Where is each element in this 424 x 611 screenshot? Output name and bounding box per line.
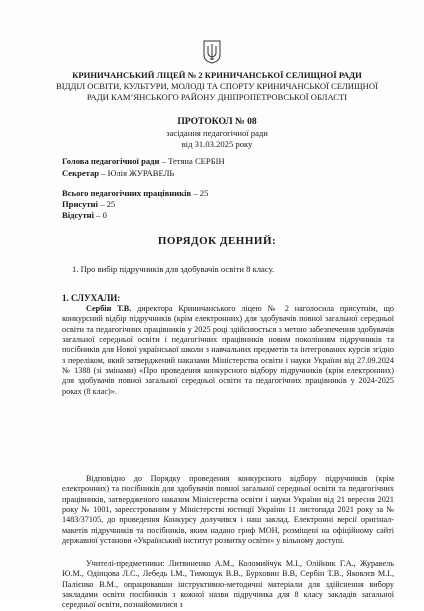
speaker-name: Сербін Т.В. [86, 304, 132, 313]
paragraph-2: Відповідно до Порядку проведення конкурсного відбору підручників (крім електронних) та посібників для здобувачів повної загальної середньої освіти та педагогічних працівників, затвердженого наказом Міністерства освіти і науки України від 21 вересня 2021 року № 1001, зареєстрованим у Міністерстві юстиції України 11 листопада 2021 року за № 1483/37105, до проведення Конкурсу долучився і наш заклад. Електронні версії оригінал-макетів підручників та посібників, яким надано гриф МОН, розміщені на офіційному сайті державної установи «Український інститут розвитку освіти» у вільному доступі. [62, 474, 394, 546]
chair-name: – Тетяна СЕРБІН [159, 156, 225, 166]
header-line-1: КРИНИЧАНСЬКИЙ ЛІЦЕЙ № 2 КРИНИЧАНСЬКОЇ СЕЛИЩНОЇ РАДИ [72, 70, 362, 80]
total-staff-value: – 25 [191, 188, 209, 198]
chair-label: Голова педагогічної ради [62, 156, 160, 166]
header-line-3: РАДИ КАМ’ЯНСЬКОГО РАЙОНУ ДНІПРОПЕТРОВСЬКОЇ ОБЛАСТІ [86, 92, 348, 102]
protocol-title: ПРОТОКОЛ № 08 [177, 116, 257, 127]
protocol-date: від 31.03.2025 року [181, 139, 253, 149]
total-staff-label: Всього педагогічних працівників [62, 188, 192, 198]
protocol-subtitle: засідання педагогічної ради [166, 128, 268, 138]
secretary-line [62, 168, 174, 179]
absent-line [62, 210, 107, 221]
present-label: Присутні [62, 199, 98, 209]
header-line-2: ВІДДІЛ ОСВІТИ, КУЛЬТУРИ, МОЛОДІ ТА СПОРТУ КРИНИЧАНСЬКОЇ СЕЛИЩНОЇ [56, 81, 378, 91]
chair-line [62, 156, 225, 167]
present-value: – 25 [97, 199, 116, 209]
agenda-title: ПОРЯДОК ДЕННИЙ: [157, 235, 277, 247]
absent-value: – 0 [94, 210, 107, 220]
agenda-item-1: 1. Про вибір підручників для здобувачів освіти 8 класу. [72, 264, 275, 274]
total-staff-line [62, 188, 208, 199]
present-line [62, 199, 115, 210]
absent-label: Відсутні [62, 210, 95, 220]
section-heading-heard: 1. СЛУХАЛИ: [62, 293, 121, 303]
paragraph-1 [62, 304, 394, 474]
paragraph-1-text: директора Криничанського ліцею № 2 наголосила присутнім, що конкурсний відбір підручників (крім електронних) для здобувачів повної загальної середньої освіти та педагогічних працівників у 2025 році здійснюється з метою забезпечення здобувачів загальної середньої освіти і педагогічних працівників новим поколінням підручників та посібників для Нової української школи з навчальних предметів та інтегрованих курсів згідно з переліком, який затверджений наказами Міністерства освіти і науки України від 27.09.2024 № 1388 (зі змінами) «Про проведення конкурсного відбору підручників (крім електронних) для здобувачів повної загальної середньої освіти та педагогічних працівників у 2024-2025 роках (8 клас)». [62, 304, 394, 396]
secretary-label: Секретар [62, 168, 100, 178]
coat-of-arms-icon [203, 40, 221, 64]
secretary-name: – Юлія ЖУРАВЕЛЬ [99, 168, 175, 178]
paragraph-3: Учителі-предметники: Литвиненко А.М., Коломийчук М.І., Олійник Г.А., Журавель Ю.М., Одінцова Л.С., Лебедь І.М., Тимощук В.В., Бурховин В.В, Сербін Т.В., Яковлєв М.І., Палієнко В.М., опрацювавши інструктивно-методичні матеріали для здійснення вибору закладами освіти посібників з кожної назви підручника для 8 класу закладів загальної середньої освіти, познайомилися з [62, 559, 394, 610]
